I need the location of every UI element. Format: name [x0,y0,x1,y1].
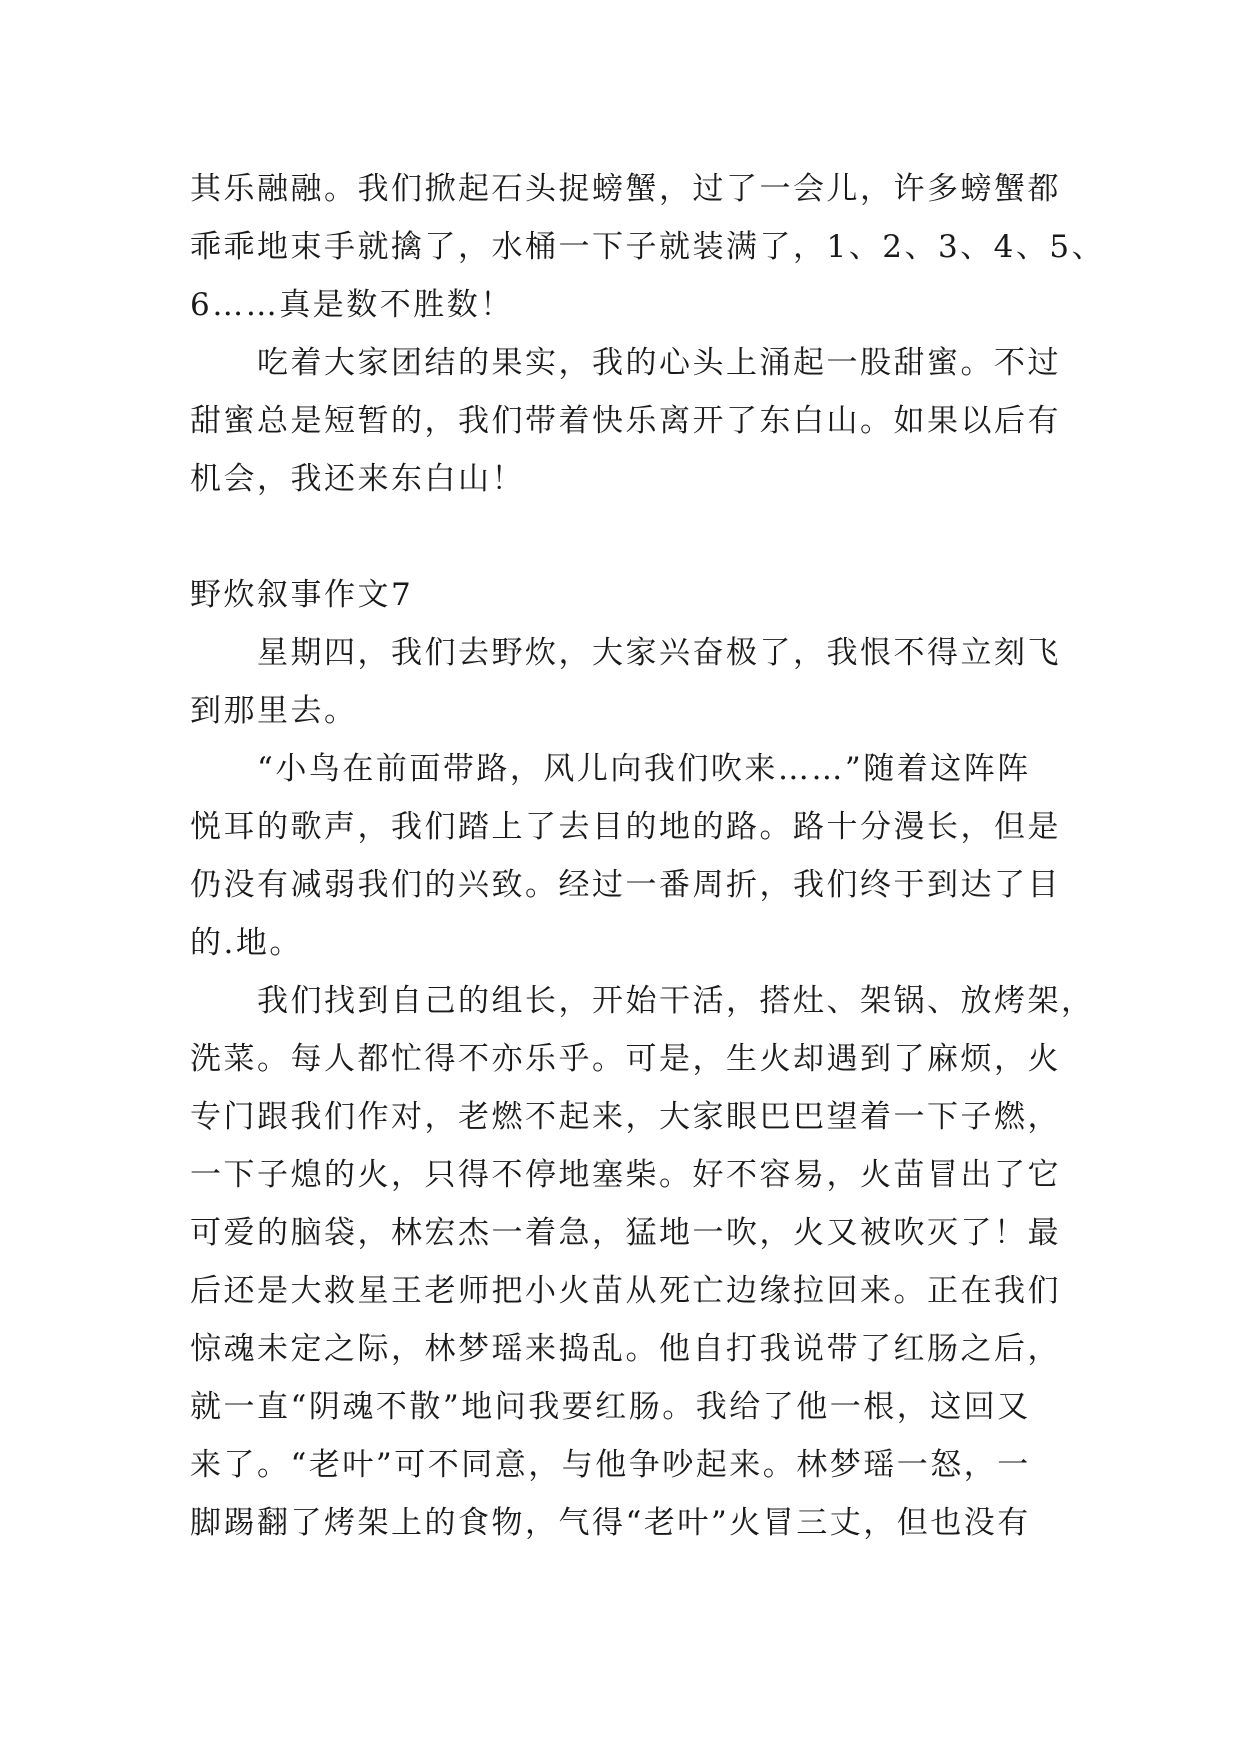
text-line: 惊魂未定之际，林梦瑶来捣乱。他自打我说带了红肠之后， [190,1331,1061,1367]
text-line: 悦耳的歌声，我们踏上了去目的地的路。路十分漫长，但是 [190,809,1061,845]
text-line: 吃着大家团结的果实，我的心头上涌起一股甜蜜。不过 [190,345,1061,381]
text-line: 星期四，我们去野炊，大家兴奋极了，我恨不得立刻飞 [190,635,1061,671]
text-line: 一下子熄的火，只得不停地塞柴。好不容易，火苗冒出了它 [190,1157,1061,1193]
text-line: 我们找到自己的组长，开始干活，搭灶、架锅、放烤架， [190,983,1095,1019]
text-line: 洗菜。每人都忙得不亦乐乎。可是，生火却遇到了麻烦，火 [190,1041,1061,1077]
section-title: 野炊叙事作文7 [190,577,414,613]
text-line: 乖乖地束手就擒了，水桶一下子就装满了，1、2、3、4、5、 [190,229,1106,265]
text-line: 的.地。 [190,925,303,961]
text-line: 6……真是数不胜数！ [190,287,514,323]
text-line: 甜蜜总是短暂的，我们带着快乐离开了东白山。如果以后有 [190,403,1061,439]
text-line: 就一直“阴魂不散”地问我要红肠。我给了他一根，这回又 [190,1389,1031,1425]
text-line: 机会，我还来东白山！ [190,461,525,497]
text-line: 专门跟我们作对，老燃不起来，大家眼巴巴望着一下子燃， [190,1099,1061,1135]
text-line: 脚踢翻了烤架上的食物，气得“老叶”火冒三丈，但也没有 [190,1505,1031,1541]
text-line: 到那里去。 [190,693,358,729]
text-line: 后还是大救星王老师把小火苗从死亡边缘拉回来。正在我们 [190,1273,1061,1309]
text-line: “小鸟在前面带路，风儿向我们吹来……”随着这阵阵 [190,751,1031,787]
text-line: 其乐融融。我们掀起石头捉螃蟹，过了一会儿，许多螃蟹都 [190,171,1061,207]
text-line: 仍没有减弱我们的兴致。经过一番周折，我们终于到达了目 [190,867,1061,903]
text-line: 来了。“老叶”可不同意，与他争吵起来。林梦瑶一怒，一 [190,1447,1031,1483]
text-line: 可爱的脑袋，林宏杰一着急，猛地一吹，火又被吹灭了！最 [190,1215,1061,1251]
